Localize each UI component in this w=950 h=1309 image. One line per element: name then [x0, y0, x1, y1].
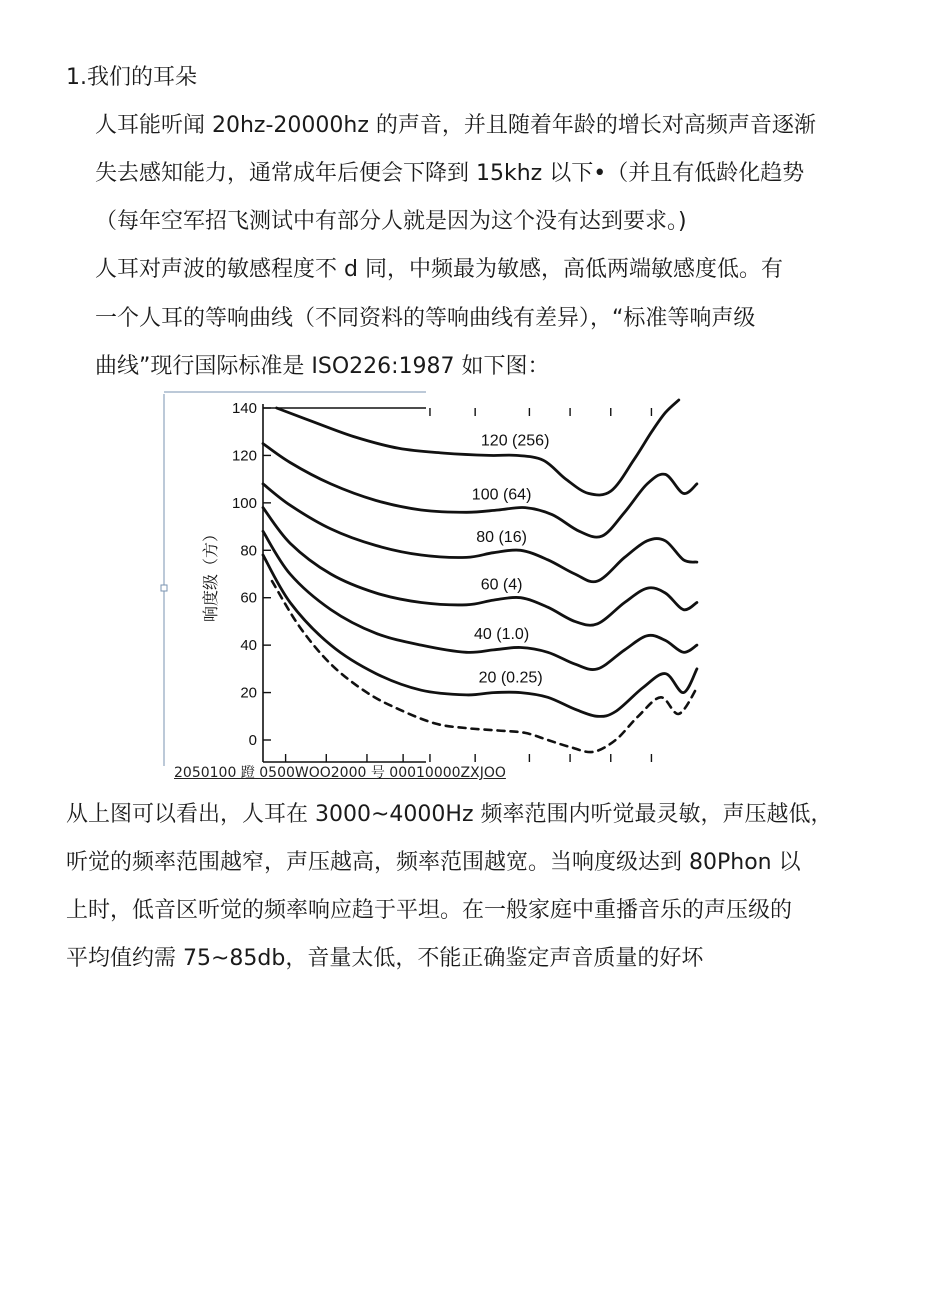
paragraph-3-line-2: 听觉的频率范围越窄，声压越高，频率范围越宽。当响度级达到 80Phon 以 [66, 850, 801, 875]
curve-phon-1 [277, 400, 679, 495]
equal-loudness-figure [150, 388, 720, 788]
curve-label: 20 (0.25) [478, 669, 543, 687]
y-tick-label: 80 [240, 542, 257, 560]
y-tick-label: 60 [240, 589, 257, 607]
y-tick-label: 120 [231, 447, 257, 465]
paragraph-2-line-1: 人耳对声波的敏感程度不 d 同，中频最为敏感，高低两端敏感度低。有 [95, 257, 783, 282]
paragraph-1-line-2: 失去感知能力，通常成年后便会下降到 15khz 以下•（并且有低龄化趋势 [95, 161, 805, 186]
curve-label: 40 (1.0) [474, 626, 530, 644]
y-tick-label: 20 [240, 684, 257, 702]
y-tick-label: 100 [231, 494, 257, 512]
paragraph-1-line-3: （每年空军招飞测试中有部分人就是因为这个没有达到要求。) [95, 209, 687, 234]
paragraph-3-line-4: 平均值约需 75~85db，音量太低，不能正确鉴定声音质量的好坏 [66, 946, 704, 971]
figure-caption: 2050100 蹬 0500WOO2000 号 00010000ZXJOO [174, 765, 506, 781]
section-heading: 1.我们的耳朵 [66, 65, 197, 90]
curve-label: 120 (256) [480, 432, 550, 450]
curve-label: 100 (64) [471, 486, 532, 504]
y-tick-label: 40 [240, 637, 257, 655]
y-axis-label: 响度级（方） [201, 525, 220, 623]
paragraph-1-line-1: 人耳能听闻 20hz-20000hz 的声音，并且随着年龄的增长对高频声音逐渐 [95, 113, 816, 138]
curve-threshold [272, 581, 697, 752]
y-tick-label: 140 [231, 400, 257, 417]
paragraph-2-line-2: 一个人耳的等响曲线（不同资料的等响曲线有差异），“标准等响声级 [95, 306, 756, 331]
curve-label: 60 (4) [480, 576, 523, 594]
paragraph-2-line-3: 曲线”现行国际标准是 ISO226:1987 如下图： [95, 354, 550, 379]
figure-resize-handle [161, 585, 167, 591]
paragraph-3-line-3: 上时，低音区听觉的频率响应趋于平坦。在一般家庭中重播音乐的声压级的 [66, 898, 793, 923]
equal-loudness-chart [150, 388, 720, 768]
paragraph-3-line-1: 从上图可以看出，人耳在 3000~4000Hz 频率范围内听觉最灵敏，声压越低， [66, 802, 833, 827]
curve-label: 80 (16) [476, 528, 527, 546]
y-tick-label: 0 [248, 732, 257, 749]
